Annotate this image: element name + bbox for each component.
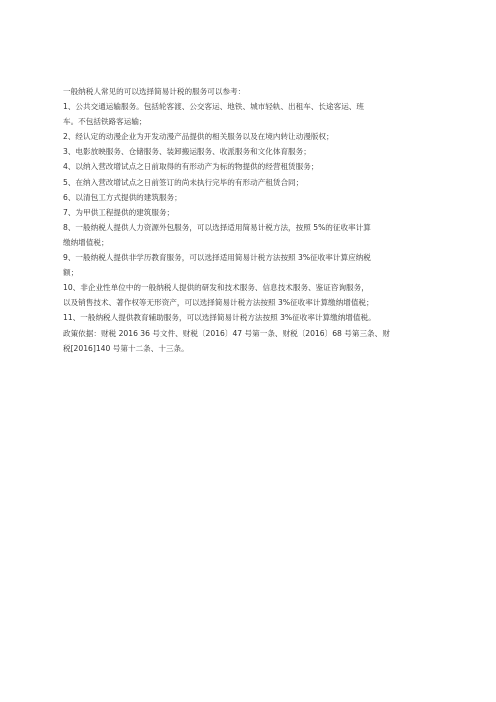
policy-basis-line-2: 税[2016]140 号第十二条、十三条。 (63, 343, 189, 353)
item-3-line: 3、电影放映服务、仓储服务、装卸搬运服务、收派服务和文化体育服务； (63, 147, 311, 157)
item-10-line-2: 以及销售技术、著作权等无形资产，可以选择简易计税方法按照 3%征收率计算缴纳增值税； (63, 298, 374, 308)
intro-line: 一般纳税人常见的可以选择简易计税的服务可以参考： (63, 87, 246, 96)
item-5-line: 5、在纳入营改增试点之日前签订的尚未执行完毕的有形动产租赁合同； (63, 177, 304, 187)
item-6-line: 6、以清包工方式提供的建筑服务； (63, 192, 182, 202)
item-7-line: 7、为甲供工程提供的建筑服务； (63, 207, 175, 217)
item-10-line-1: 10、非企业性单位中的一般纳税人提供的研发和技术服务、信息技术服务、鉴证咨询服务， (63, 283, 369, 293)
item-1-line-2: 车。不包括铁路客运输； (63, 117, 147, 127)
item-2-line: 2、经认定的动漫企业为开发动漫产品提供的相关服务以及在境内转让动漫版权； (63, 132, 334, 142)
item-8-line-2: 缴纳增值税； (63, 237, 109, 247)
item-9-line-2: 额； (63, 268, 79, 278)
document-body (63, 84, 443, 356)
item-8-line-1: 8、一般纳税人提供人力资源外包服务，可以选择适用简易计税方法，按照 5%的征收率计算 (63, 222, 371, 232)
policy-basis-line-1: 政策依据：财税 2016 36 号文件、财税〔2016〕47 号第一条、财税〔2016〕68 号第三条、财 (63, 328, 390, 338)
item-4-line: 4、以纳入营改增试点之日前取得的有形动产为标的物提供的经营租赁服务； (63, 162, 319, 172)
item-11-line: 11、一般纳税人提供教育辅助服务，可以选择简易计税方法按照 3%征收率计算缴纳增值税。 (63, 313, 376, 323)
item-1-line-1: 1、公共交通运输服务。包括轮客渡、公交客运、地铁、城市轻轨、出租车、长途客运、班 (63, 102, 364, 112)
item-9-line-1: 9、一般纳税人提供非学历教育服务，可以选择适用简易计税方法按照 3%征收率计算应纳税 (63, 253, 371, 263)
